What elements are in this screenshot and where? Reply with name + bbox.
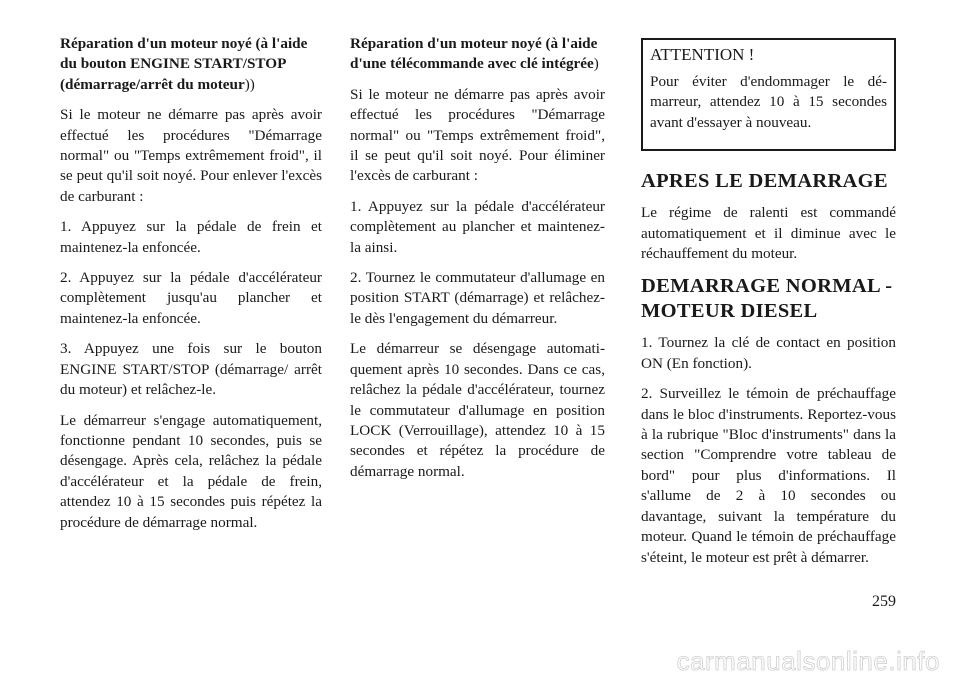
warning-title: ATTENTION !: [650, 45, 755, 64]
column-left: [60, 34, 322, 543]
section-heading-diesel-start: [641, 274, 896, 324]
step-3: 3. Appuyez une fois sur le bouton ENGINE START/STOP (démarrage/ arrêt du moteur) et relâchez-le.: [60, 340, 322, 399]
watermark: carmanualsonline.info: [676, 646, 940, 676]
flooded-engine-button-heading-text: Réparation d'un moteur noyé (à l'aide du bouton ENGINE START/STOP (démarrage/arrêt du moteur: [60, 35, 308, 93]
step-1: 1. Appuyez sur la pédale de frein et maintenez-la enfoncée.: [60, 218, 322, 256]
step-1: 1. Appuyez sur la pédale d'accélérateur complètement au plancher et maintenez-la ainsi.: [350, 197, 605, 256]
heading-close-paren: ): [593, 55, 599, 73]
step-2: 2. Appuyez sur la pédale d'accélérateur complètement jusqu'au plancher et maintenez-la enfoncée.: [60, 269, 322, 327]
paragraph: Le régime de ralenti est commandé automatiquement et il diminue avec le réchauffement du moteur.: [641, 204, 896, 263]
page-number: 259: [872, 593, 896, 610]
paragraph: Si le moteur ne démarre pas après avoir effectué les procédures "Démarrage normal" ou "Temps extrêmement froid", il se peut qu'il soit noyé. Pour enlever l'excès de carburant :: [60, 106, 322, 205]
paragraph: Le démarreur s'engage automatiquement, fonctionne pendant 10 secondes, puis se désengage. Après cela, relâchez la pédale d'accélérateur et la pédale de frein, attendez 10 à 15 secondes puis répétez la procédure de démarrage normal.: [60, 411, 322, 531]
warning-box: [641, 38, 896, 151]
paragraph: Le démarreur se désengage automatiquement après 10 secondes. Dans ce cas, relâchez la pédale d'accélérateur, tournez le commutateur d'allumage en position LOCK (Verrouillage), attendez 10 à 15 secondes et répétez la procédure de démarrage normal.: [350, 340, 605, 480]
flooded-engine-button-heading: [60, 34, 322, 95]
step-1: 1. Tournez la clé de contact en position ON (En fonction).: [641, 334, 896, 372]
column-right: [641, 34, 896, 578]
flooded-engine-key-fob-heading-text: Réparation d'un moteur noyé (à l'aide d'une télécommande avec clé intégrée: [350, 35, 598, 73]
step-2: 2. Tournez le commutateur d'allumage en position START (démarrage) et relâchez-le dès l'engagement du démarreur.: [350, 269, 605, 327]
section-heading-line: DEMARRAGE NORMAL -: [641, 275, 893, 298]
flooded-engine-key-fob-heading: [350, 34, 605, 75]
paragraph: Si le moteur ne démarre pas après avoir effectué les procédures "Démarrage normal" ou "Temps extrêmement froid", il se peut qu'il soit noyé. Pour éliminer l'excès de carburant :: [350, 85, 605, 185]
column-middle: [350, 34, 605, 492]
step-2: 2. Surveillez le témoin de préchauffage dans le bloc d'instruments. Reportez-vous à la rubrique "Bloc d'instruments" dans la section "Comprendre votre tableau de bord" pour plus d'informations. Il s'allume de 2 à 10 secondes ou davantage, suivant la température du moteur. Quand le témoin de préchauffage s'éteint, le moteur est prêt à démarrer.: [641, 385, 896, 566]
section-heading-after-start: APRES LE DEMARRAGE: [641, 170, 888, 193]
section-heading-line: MOTEUR DIESEL: [641, 300, 818, 323]
warning-text: Pour éviter d'endommager le démarreur, attendez 10 à 15 secondes avant d'essayer à nouveau.: [650, 73, 887, 131]
heading-close-paren: )): [244, 75, 255, 93]
